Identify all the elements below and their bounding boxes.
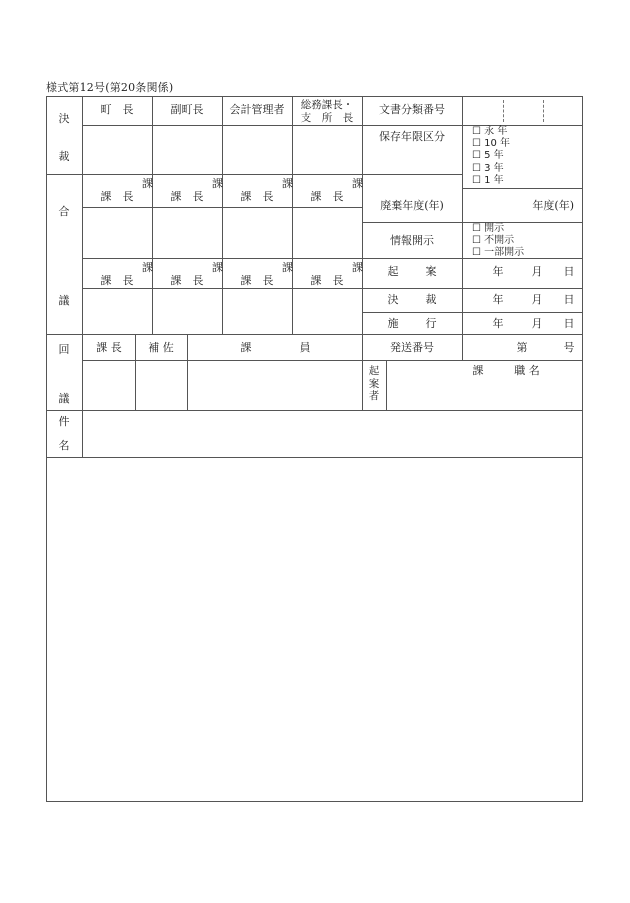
- grid-line-v: [187, 334, 188, 411]
- aigi-ka-bottom-1: 課: [212, 261, 223, 274]
- disclosure-option-1: ☐ 不開示: [472, 234, 515, 246]
- drafter-label-1: 案: [368, 377, 380, 390]
- date-year-0: 年: [492, 265, 504, 278]
- grid-line-v: [82, 96, 83, 458]
- disclosure-option-2: ☐ 一部開示: [472, 246, 525, 258]
- reply-ka: 課: [240, 341, 252, 354]
- label-kessai-1: 決: [58, 112, 70, 125]
- disclosure-label: 情報開示: [390, 234, 434, 247]
- date-label-a-2: 施: [387, 317, 399, 330]
- reply-in: 員: [299, 341, 311, 354]
- date-year-2: 年: [492, 317, 504, 330]
- drafter-ka: 課: [472, 364, 484, 377]
- label-kenmei-2: 名: [58, 439, 70, 452]
- header-somu-kacho: 総務課長・: [300, 99, 354, 111]
- aigi-ka-top-1: 課: [212, 177, 223, 190]
- disclosure-option-0: ☐ 開示: [472, 223, 505, 234]
- grid-line-h: [46, 174, 463, 175]
- aigi-kacho-top-1: 課 長: [170, 190, 204, 203]
- grid-line-v: [582, 96, 583, 802]
- aigi-kacho-bottom-3: 課 長: [310, 274, 344, 287]
- grid-line-h: [462, 360, 583, 361]
- grid-line-h: [46, 801, 583, 802]
- aigi-kacho-bottom-0: 課 長: [100, 274, 134, 287]
- aigi-kacho-top-3: 課 長: [310, 190, 344, 203]
- aigi-ka-bottom-3: 課: [352, 261, 363, 274]
- date-label-b-1: 裁: [425, 293, 437, 306]
- reply-kacho: 課 長: [96, 341, 122, 354]
- grid-line-h: [82, 288, 363, 289]
- date-month-0: 月: [531, 265, 543, 278]
- label-kaigi-1: 回: [58, 343, 70, 356]
- disposal-value: 年度(年): [532, 199, 574, 212]
- grid-line-v: [362, 96, 363, 411]
- date-month-1: 月: [531, 293, 543, 306]
- grid-line-h: [362, 360, 463, 361]
- label-kenmei-1: 件: [58, 415, 70, 428]
- retention-option-3: ☐ 3 年: [472, 162, 504, 174]
- drafter-label-2: 者: [368, 390, 380, 402]
- grid-line-h: [362, 312, 583, 313]
- date-label-b-0: 案: [425, 265, 437, 278]
- header-shishocho: 支 所 長: [300, 112, 354, 124]
- aigi-ka-top-3: 課: [352, 177, 363, 190]
- disposal-label: 廃棄年度(年): [380, 199, 444, 212]
- grid-line-h: [46, 96, 583, 97]
- label-aigi-2: 議: [58, 294, 70, 307]
- header-kaikei-kanrisha: 会計管理者: [229, 103, 285, 116]
- dispatch-go: 号: [563, 341, 575, 354]
- date-day-2: 日: [563, 317, 575, 330]
- date-label-a-0: 起: [387, 265, 399, 278]
- label-kaigi-2: 議: [58, 392, 70, 405]
- grid-line-v: [46, 96, 47, 802]
- form-number: 様式第12号(第20条関係): [46, 81, 174, 94]
- aigi-kacho-top-2: 課 長: [240, 190, 274, 203]
- date-day-0: 日: [563, 265, 575, 278]
- grid-line-v: [222, 96, 223, 335]
- retention-option-4: ☐ 1 年: [472, 174, 504, 186]
- date-label-a-1: 決: [387, 293, 399, 306]
- date-day-1: 日: [563, 293, 575, 306]
- drafter-label-0: 起: [368, 365, 380, 377]
- aigi-kacho-bottom-1: 課 長: [170, 274, 204, 287]
- date-month-2: 月: [531, 317, 543, 330]
- retention-label: 保存年限区分: [379, 130, 445, 143]
- grid-line-v: [152, 96, 153, 335]
- date-year-1: 年: [492, 293, 504, 306]
- date-label-b-2: 行: [425, 317, 437, 330]
- aigi-ka-bottom-2: 課: [282, 261, 293, 274]
- grid-line-dashed: [503, 100, 504, 122]
- aigi-kacho-top-0: 課 長: [100, 190, 134, 203]
- aigi-ka-top-0: 課: [142, 177, 153, 190]
- retention-option-2: ☐ 5 年: [472, 150, 504, 162]
- grid-line-h: [46, 334, 583, 335]
- grid-line-h: [46, 410, 583, 411]
- header-fukuchocho: 副町長: [170, 103, 204, 116]
- retention-option-0: ☐ 永 年: [472, 126, 508, 137]
- reply-hosa: 補 佐: [148, 341, 174, 354]
- grid-line-h: [82, 360, 363, 361]
- aigi-ka-bottom-0: 課: [142, 261, 153, 274]
- label-kessai-2: 裁: [58, 150, 70, 163]
- grid-line-v: [386, 360, 387, 411]
- grid-line-h: [82, 207, 363, 208]
- grid-line-h: [462, 188, 583, 189]
- aigi-ka-top-2: 課: [282, 177, 293, 190]
- label-aigi-1: 合: [58, 205, 70, 218]
- retention-option-1: ☐ 10 年: [472, 138, 511, 150]
- doc-class-label: 文書分類番号: [379, 103, 445, 116]
- grid-line-h: [82, 258, 363, 259]
- grid-line-h: [46, 457, 583, 458]
- aigi-kacho-bottom-2: 課 長: [240, 274, 274, 287]
- grid-line-v: [462, 96, 463, 361]
- dispatch-label: 発送番号: [390, 341, 434, 354]
- grid-line-v: [135, 334, 136, 411]
- grid-line-h: [362, 288, 583, 289]
- grid-line-h: [82, 125, 363, 126]
- grid-line-v: [292, 96, 293, 335]
- grid-line-dashed: [543, 100, 544, 122]
- drafter-title: 職 名: [514, 364, 540, 377]
- dispatch-dai: 第: [516, 341, 528, 354]
- header-chocho: 町 長: [100, 103, 134, 116]
